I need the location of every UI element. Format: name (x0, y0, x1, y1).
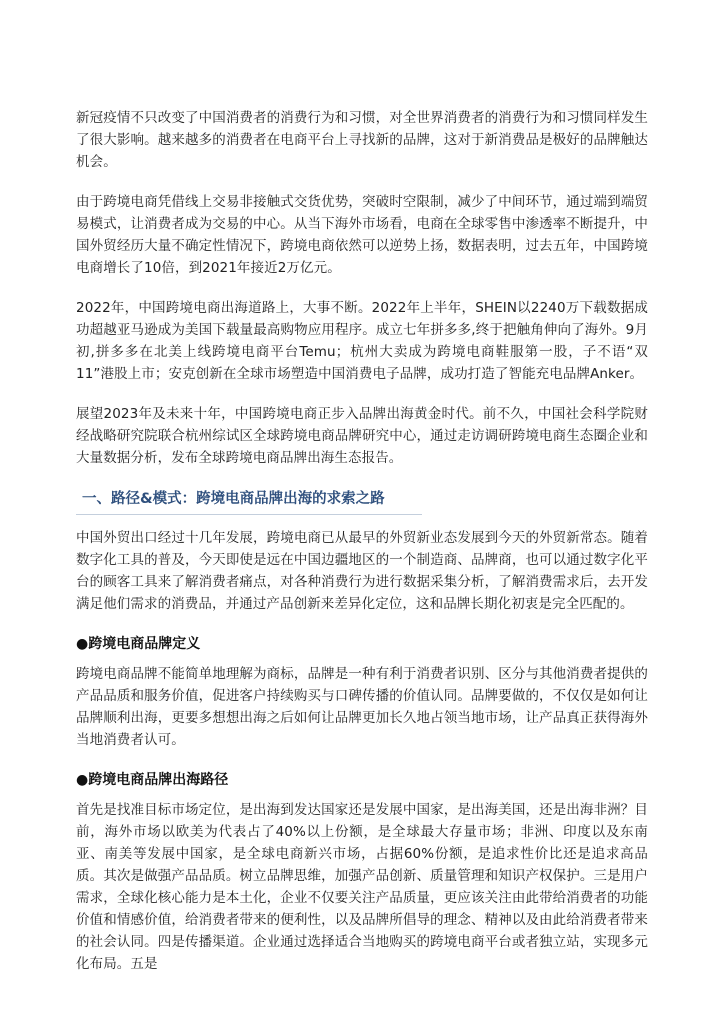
paragraph-pandemic-impact: 新冠疫情不只改变了中国消费者的消费行为和习惯，对全世界消费者的消费行为和习惯同样发生了很大影响。越来越多的消费者在电商平台上寻找新的品牌，这对于新消费品是极好的品牌触达机会。 (76, 110, 648, 170)
paragraph-brand-definition: 跨境电商品牌不能简单地理解为商标，品牌是一种有利于消费者识别、区分与其他消费者提供的产品品质和服务价值，促进客户持续购买与口碑传播的价值认同。品牌要做的，不仅仅是如何让品牌顺利出海，更要多想想出海之后如何让品牌更加长久地占领当地市场，让产品真正获得海外当地消费者认可。 (76, 666, 648, 748)
subheading-brand-definition: ●跨境电商品牌定义 (76, 636, 201, 652)
paragraph-cross-border-advantage: 由于跨境电商凭借线上交易非接触式交货优势，突破时空限制，减少了中间环节，通过端到端贸易模式，让消费者成为交易的中心。从当下海外市场看，电商在全球零售中渗透率不断提升，中国外贸经历大量不确定性情况下，跨境电商依然可以逆势上扬，数据表明，过去五年，中国跨境电商增长了10倍，到2021年接近2万亿元。 (76, 194, 648, 276)
subheading-brand-path: ●跨境电商品牌出海路径 (76, 772, 229, 788)
paragraph-digital-tools: 中国外贸出口经过十几年发展，跨境电商已从最早的外贸新业态发展到今天的外贸新常态。随着数字化工具的普及，今天即使是远在中国边疆地区的一个制造商、品牌商，也可以通过数字化平台的顾客工具来了解消费者痛点，对各种消费行为进行数据采集分析，了解消费需求后，去开发满足他们需求的消费品，并通过产品创新来差异化定位，这和品牌长期化初衷是完全匹配的。 (76, 530, 648, 612)
paragraph-outlook-2023: 展望2023年及未来十年，中国跨境电商正步入品牌出海黄金时代。前不久，中国社会科学院财经战略研究院联合杭州综试区全球跨境电商品牌研究中心，通过走访调研跨境电商生态圈企业和大量数据分析，发布全球跨境电商品牌出海生态报告。 (76, 406, 648, 466)
paragraph-brand-path: 首先是找准目标市场定位，是出海到发达国家还是发展中国家，是出海美国，还是出海非洲？目前，海外市场以欧美为代表占了40%以上份额，是全球最大存量市场；非洲、印度以及东南亚、南美等发展中国家，是全球电商新兴市场，占据60%份额，是追求性价比还是追求高品质。其次是做强产品品质。树立品牌思维，加强产品创新、质量管理和知识产权保护。三是用户需求，全球化核心能力是本土化，企业不仅要关注产品质量，更应该关注由此带给消费者的功能价值和情感价值，给消费者带来的便利性，以及品牌所倡导的理念、精神以及由此给消费者带来的社会认同。四是传播渠道。企业通过选择适合当地购买的跨境电商平台或者独立站，实现多元化布局。五是 (76, 802, 648, 972)
paragraph-2022-events: 2022年，中国跨境电商出海道路上，大事不断。2022年上半年，SHEIN以2240万下载数据成功超越亚马逊成为美国下载量最高购物应用程序。成立七年拼多多,终于把触角伸向了海外。9月初,拼多多在北美上线跨境电商平台Temu；杭州大卖成为跨境电商鞋服第一股，子不语“双11”港股上市；安克创新在全球市场塑造中国消费电子品牌，成功打造了智能充电品牌Anker。 (76, 300, 648, 382)
section-heading-path-model: 一、路径&模式：跨境电商品牌出海的求索之路 (76, 487, 422, 515)
